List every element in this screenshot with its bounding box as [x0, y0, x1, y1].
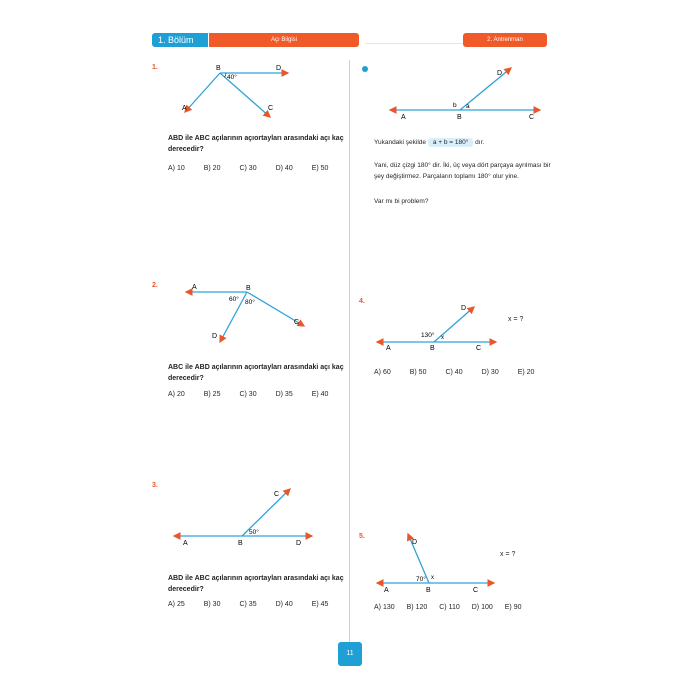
question-5-figure — [372, 528, 502, 598]
q3-label-d: D — [296, 540, 302, 547]
q4-option[interactable]: A) 60 — [374, 369, 391, 376]
question-2-number: 2. — [152, 282, 158, 289]
question-5-options — [374, 604, 522, 611]
info-paragraph: Yani, düz çizgi 180° dir. İki, üç veya dört parçaya ayrılması bir şey değiştirmez. Parçaların toplamı 180° olur yine. — [374, 162, 551, 180]
info-label-a: A — [401, 114, 406, 121]
q1-option[interactable]: C) 30 — [239, 165, 257, 172]
info-suffix: dır. — [475, 139, 485, 146]
q1-option[interactable]: A) 10 — [168, 165, 185, 172]
q3-angle: 50° — [249, 529, 259, 536]
q3-label-a: A — [183, 540, 188, 547]
question-1-figure — [170, 60, 300, 125]
q5-label-c: C — [473, 587, 479, 594]
info-question: Var mı bi problem? — [374, 198, 429, 205]
info-line-1 — [374, 137, 574, 148]
q2-angle-1: 60° — [229, 296, 239, 303]
q5-option[interactable]: A) 130 — [374, 604, 395, 611]
question-3-text: ABD ile ABC açılarının açıortayları arasındaki açı kaç derecedir? — [168, 575, 344, 593]
q2-angle-2: 80° — [245, 299, 255, 306]
q2-option[interactable]: B) 25 — [203, 391, 221, 398]
q3-label-b: B — [238, 540, 243, 547]
info-label-c: C — [529, 114, 535, 121]
q2-option[interactable]: D) 35 — [275, 391, 293, 398]
q1-option[interactable]: D) 40 — [275, 165, 293, 172]
info-formula: a + b = 180° — [428, 138, 474, 147]
question-5-number: 5. — [359, 533, 365, 540]
q4-angle: 130° — [421, 332, 435, 339]
info-angle-a: a — [466, 103, 470, 110]
q3-option[interactable]: C) 35 — [239, 601, 257, 608]
q2-option[interactable]: C) 30 — [239, 391, 257, 398]
q1-angle: 40° — [227, 74, 237, 81]
q3-option[interactable]: B) 30 — [203, 601, 221, 608]
question-3-figure — [170, 484, 320, 549]
q5-x: x — [431, 575, 434, 581]
q5-option[interactable]: D) 100 — [471, 604, 493, 611]
q4-x: x — [441, 335, 444, 341]
q1-option[interactable]: B) 20 — [203, 165, 221, 172]
q5-option[interactable]: E) 90 — [504, 604, 522, 611]
q1-option[interactable]: E) 50 — [311, 165, 329, 172]
q2-option[interactable]: A) 20 — [168, 391, 185, 398]
section-tab: 1. Bölüm — [152, 33, 208, 47]
question-5-text: x = ? — [500, 551, 516, 558]
info-prefix: Yukandaki şekilde — [374, 139, 427, 146]
q2-option[interactable]: E) 40 — [311, 391, 329, 398]
q4-option[interactable]: B) 50 — [409, 369, 427, 376]
question-4-options — [374, 369, 553, 376]
q4-label-a: A — [386, 345, 391, 352]
q5-label-d: D — [412, 539, 418, 546]
q1-label-a: A — [182, 105, 187, 112]
practice-tab: 2. Antrenman — [463, 33, 547, 47]
q1-label-d: D — [276, 65, 282, 72]
q3-label-c: C — [274, 491, 280, 498]
q4-option[interactable]: D) 30 — [481, 369, 499, 376]
q2-label-d: D — [212, 333, 218, 340]
q2-label-a: A — [192, 284, 197, 291]
q3-option[interactable]: A) 25 — [168, 601, 185, 608]
question-4-text: x = ? — [508, 316, 524, 323]
q2-label-c: C — [294, 319, 300, 326]
info-figure — [385, 62, 545, 122]
question-3-number: 3. — [152, 482, 158, 489]
header-rule — [365, 43, 463, 44]
q5-option[interactable]: C) 110 — [439, 604, 460, 611]
info-label-b: B — [457, 114, 462, 121]
q4-option[interactable]: C) 40 — [445, 369, 463, 376]
q5-label-a: A — [384, 587, 389, 594]
bullet-dot — [362, 66, 368, 72]
question-1-text: ABD ile ABC açılarının açıortayları arasındaki açı kaç derecedir? — [168, 135, 344, 153]
q4-option[interactable]: E) 20 — [517, 369, 535, 376]
q1-label-c: C — [268, 105, 274, 112]
q5-label-b: B — [426, 587, 431, 594]
q4-label-c: C — [476, 345, 482, 352]
question-3-options — [168, 601, 347, 608]
q5-angle: 70° — [416, 576, 426, 583]
question-4-number: 4. — [359, 298, 365, 305]
question-2-figure — [180, 280, 310, 350]
page-number: 11 — [338, 642, 362, 666]
info-angle-b: b — [453, 102, 457, 109]
question-2-text: ABC ile ABD açılarının açıortayları arasındaki açı kaç derecedir? — [168, 364, 344, 382]
q4-label-d: D — [461, 305, 467, 312]
q4-label-b: B — [430, 345, 435, 352]
topic-tab: Açı Bilgisi — [209, 33, 359, 47]
q5-option[interactable]: B) 120 — [406, 604, 428, 611]
question-1-options — [168, 165, 347, 172]
question-1-number: 1. — [152, 64, 158, 71]
q2-label-b: B — [246, 285, 251, 292]
info-label-d: D — [497, 70, 503, 77]
question-4-figure — [372, 300, 502, 352]
q1-label-b: B — [216, 65, 221, 72]
q3-option[interactable]: D) 40 — [275, 601, 293, 608]
question-2-options — [168, 391, 347, 398]
q3-option[interactable]: E) 45 — [311, 601, 329, 608]
